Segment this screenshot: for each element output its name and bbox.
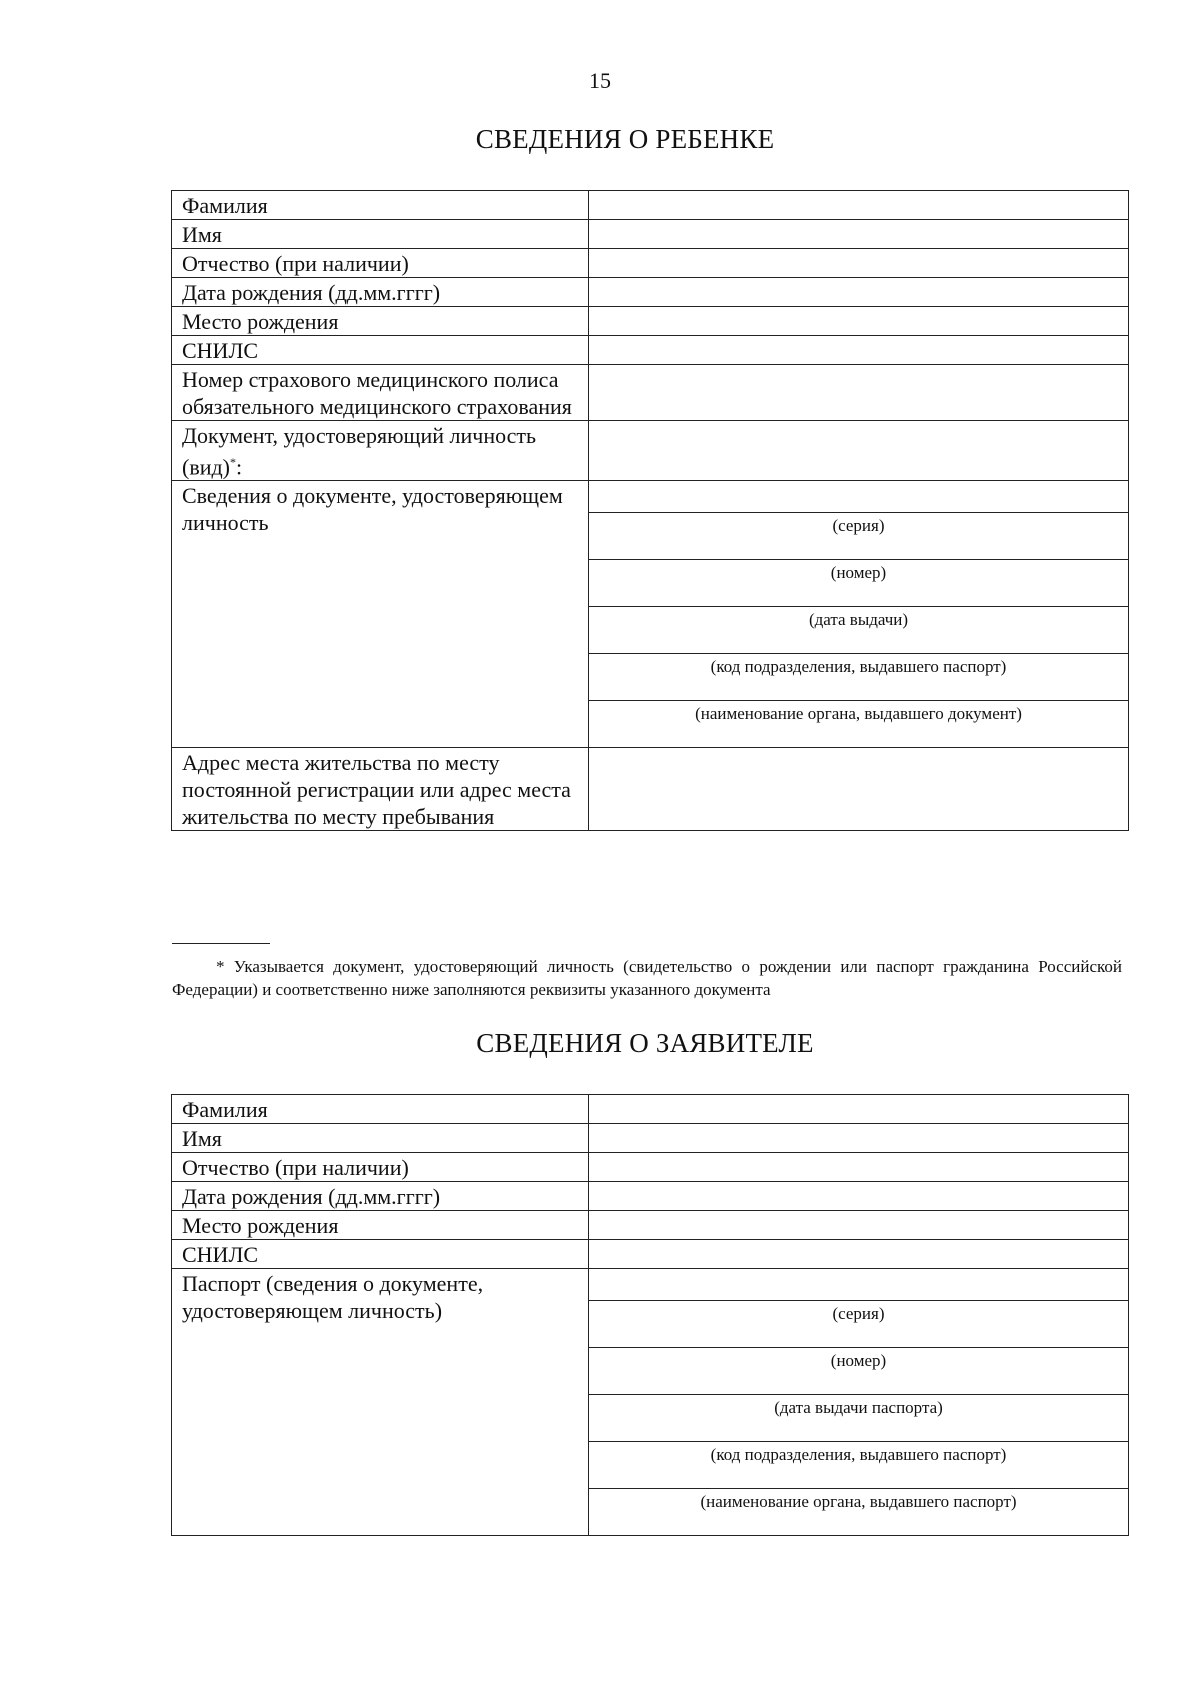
table-row (172, 421, 1129, 481)
applicant-input-surname[interactable] (589, 1095, 1129, 1124)
table-row (172, 220, 1129, 249)
applicant-input-passport-issue-date[interactable]: (дата выдачи паспорта) (589, 1394, 1128, 1441)
field-input-birth-date[interactable] (589, 278, 1129, 307)
field-input-snils[interactable] (589, 336, 1129, 365)
field-label-birth-place: Место рождения (182, 309, 339, 334)
table-row (172, 1211, 1129, 1240)
field-input-document-series[interactable]: (серия) (589, 512, 1128, 559)
applicant-input-passport-issuer[interactable]: (наименование органа, выдавшего паспорт) (589, 1488, 1128, 1535)
table-row (172, 1182, 1129, 1211)
field-input-document-blank[interactable] (589, 481, 1128, 512)
applicant-label-birth-date: Дата рождения (дд.мм.гггг) (182, 1184, 441, 1209)
table-row (172, 336, 1129, 365)
field-label-name: Имя (182, 222, 222, 247)
table-row (172, 1240, 1129, 1269)
label-colon: : (236, 454, 243, 480)
applicant-label-birth-place: Место рождения (182, 1213, 339, 1238)
field-input-document-issue-date[interactable]: (дата выдачи) (589, 606, 1128, 653)
page-number: 15 (589, 68, 611, 93)
applicant-label-name: Имя (182, 1126, 222, 1151)
footnote-text: * Указывается документ, удостоверяющий личность (свидетельство о рождении или паспорт гражданина Российской Федерации) и соответственно ниже заполняются реквизиты указанного документа (172, 957, 1122, 999)
table-row (172, 365, 1129, 421)
table-row (172, 1269, 1129, 1536)
field-input-birth-place[interactable] (589, 307, 1129, 336)
passport-details-group (589, 1269, 1128, 1535)
footnote-divider (172, 943, 270, 944)
table-row (172, 748, 1129, 831)
applicant-section-title: СВЕДЕНИЯ О ЗАЯВИТЕЛЕ (476, 1028, 814, 1058)
field-label-id-document-type (172, 421, 588, 480)
field-label-insurance-policy: Номер страхового медицинского полиса обязательного медицинского страхования (182, 367, 572, 419)
table-row (172, 307, 1129, 336)
applicant-input-birth-date[interactable] (589, 1182, 1129, 1211)
applicant-input-patronymic[interactable] (589, 1153, 1129, 1182)
id-document-type-text: Документ, удостоверяющий личность (вид) (182, 423, 537, 480)
applicant-info-table (171, 1094, 1129, 1536)
field-label-surname: Фамилия (182, 193, 268, 218)
applicant-input-passport-department-code[interactable]: (код подразделения, выдавшего паспорт) (589, 1441, 1128, 1488)
applicant-label-patronymic: Отчество (при наличии) (182, 1155, 409, 1180)
table-row (172, 1153, 1129, 1182)
field-label-patronymic: Отчество (при наличии) (182, 251, 409, 276)
field-input-insurance-policy[interactable] (589, 365, 1129, 421)
field-label-address: Адрес места жительства по месту постоянной регистрации или адрес места жительства по месту пребывания (182, 750, 571, 830)
table-row (172, 481, 1129, 748)
field-input-document-issuer[interactable]: (наименование органа, выдавшего документ) (589, 700, 1128, 747)
field-input-document-number[interactable]: (номер) (589, 559, 1128, 606)
table-row (172, 1095, 1129, 1124)
child-info-table (171, 190, 1129, 831)
applicant-input-passport-blank[interactable] (589, 1269, 1128, 1300)
applicant-label-snils: СНИЛС (182, 1242, 259, 1267)
applicant-input-birth-place[interactable] (589, 1211, 1129, 1240)
table-row (172, 249, 1129, 278)
id-document-details-group (589, 481, 1128, 747)
field-input-name[interactable] (589, 220, 1129, 249)
applicant-input-name[interactable] (589, 1124, 1129, 1153)
field-input-patronymic[interactable] (589, 249, 1129, 278)
table-row (172, 1124, 1129, 1153)
field-label-birth-date: Дата рождения (дд.мм.гггг) (182, 280, 441, 305)
field-label-snils: СНИЛС (182, 338, 259, 363)
field-input-id-document-type[interactable] (589, 421, 1129, 481)
child-section-title: СВЕДЕНИЯ О РЕБЕНКЕ (475, 124, 775, 154)
applicant-input-snils[interactable] (589, 1240, 1129, 1269)
field-input-document-department-code[interactable]: (код подразделения, выдавшего паспорт) (589, 653, 1128, 700)
field-input-surname[interactable] (589, 191, 1129, 220)
footnote-mark: * (230, 455, 237, 469)
table-row (172, 278, 1129, 307)
table-row (172, 191, 1129, 220)
applicant-label-passport: Паспорт (сведения о документе, удостоверяющем личность) (182, 1271, 484, 1323)
applicant-input-passport-number[interactable]: (номер) (589, 1347, 1128, 1394)
applicant-input-passport-series[interactable]: (серия) (589, 1300, 1128, 1347)
applicant-label-surname: Фамилия (182, 1097, 268, 1122)
field-input-address[interactable] (589, 748, 1129, 831)
field-label-id-document-details: Сведения о документе, удостоверяющем личность (182, 483, 563, 536)
